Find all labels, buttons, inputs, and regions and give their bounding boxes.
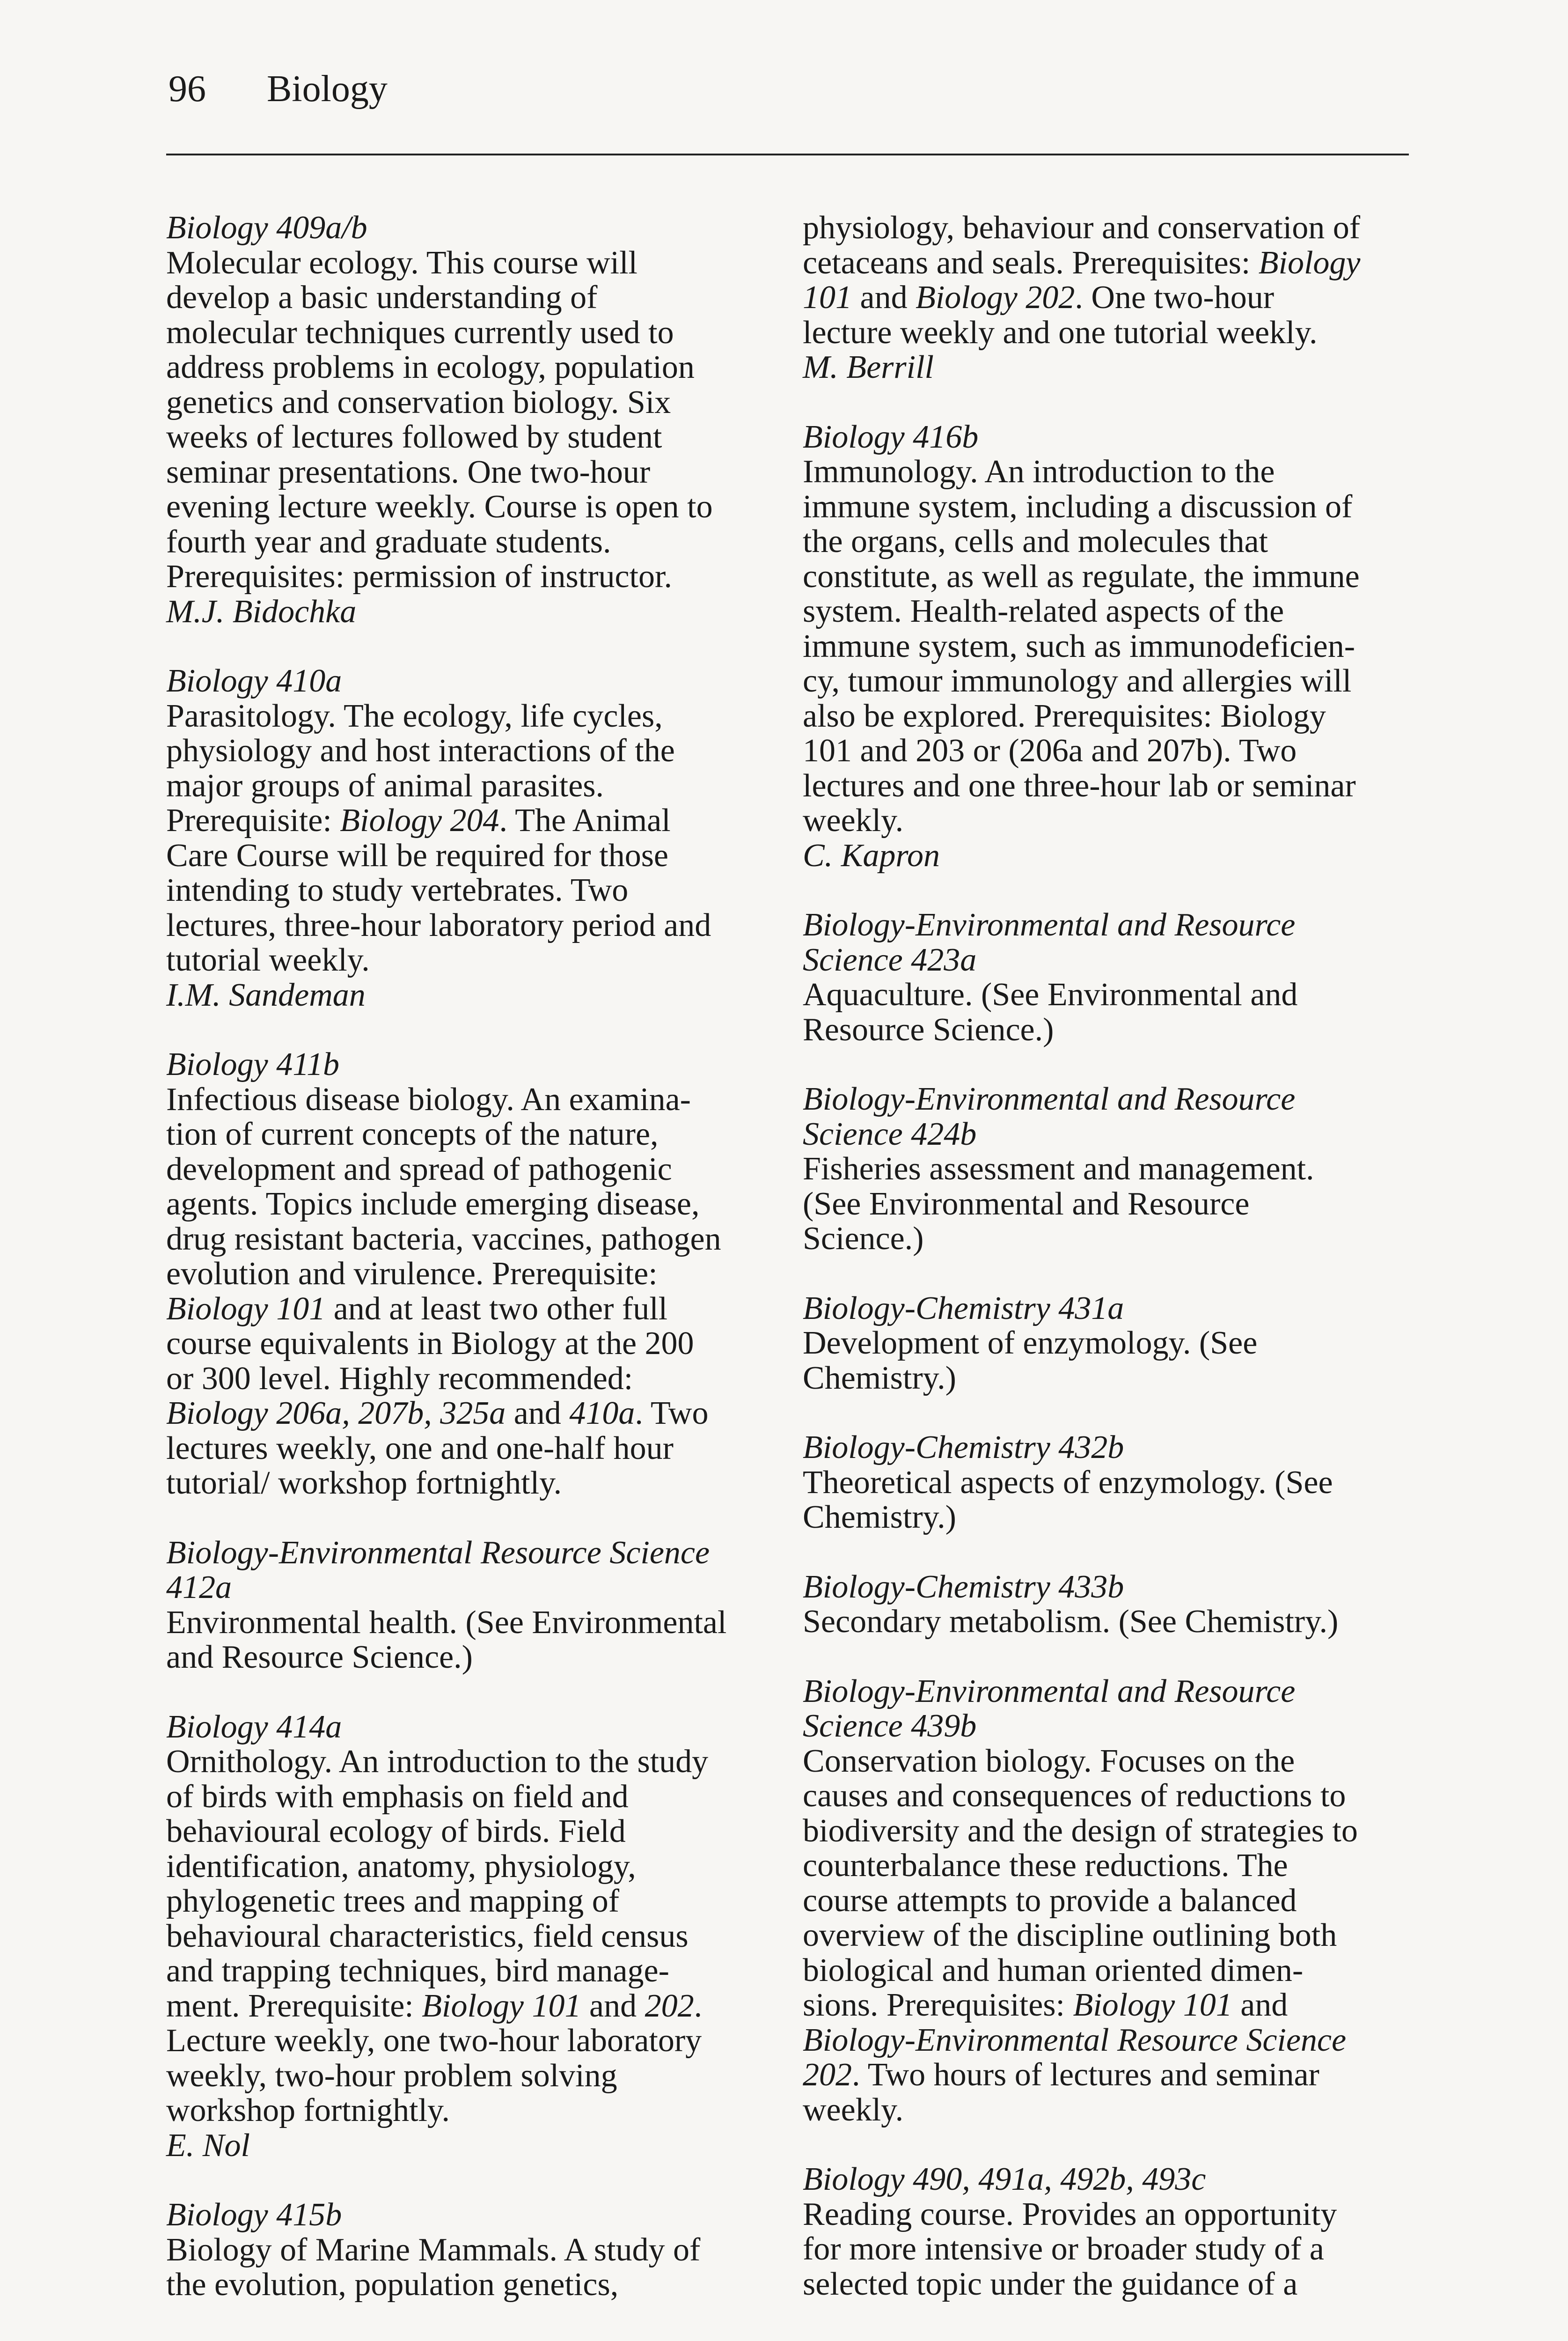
text-line (803, 978, 1411, 1013)
course-entry (803, 420, 1411, 874)
text-line (803, 1884, 1411, 1919)
text-segment: 101 (803, 280, 852, 316)
text-segment: immune system, including a discussion of (803, 488, 1353, 525)
text-segment: Secondary metabolism. (See Chemistry.) (803, 1604, 1339, 1640)
text-segment: . The Animal (499, 802, 671, 839)
text-segment: course equivalents in Biology at the 200 (166, 1325, 694, 1362)
text-segment: causes and consequences of reductions to (803, 1778, 1346, 1814)
text-segment: Biology 101 (166, 1290, 326, 1327)
text-segment: course attempts to provide a balanced (803, 1882, 1297, 1919)
text-segment: behavioural characteristics, field census (166, 1918, 689, 1954)
course-entry (803, 2162, 1411, 2302)
text-segment: address problems in ecology, population (166, 349, 695, 385)
text-line (166, 1989, 775, 2024)
right-column (803, 211, 1411, 2302)
text-segment: development and spread of pathogenic (166, 1151, 672, 1187)
text-segment: Fisheries assessment and management. (803, 1151, 1314, 1187)
text-segment: for more intensive or broader study of a (803, 2231, 1324, 2267)
text-segment: Environmental health. (See Environmental (166, 1604, 727, 1641)
text-segment: phylogenetic trees and mapping of (166, 1883, 620, 1919)
text-segment: evolution and virulence. Prerequisite: (166, 1256, 658, 1292)
text-segment: Biology-Environmental Resource Science (803, 2022, 1347, 2058)
text-segment: Conservation biology. Focuses on the (803, 1743, 1295, 1779)
text-line (166, 420, 775, 455)
text-segment: also be explored. Prerequisites: Biology (803, 698, 1326, 734)
text-line (803, 908, 1411, 943)
text-line (166, 908, 775, 943)
text-line (803, 559, 1411, 595)
text-segment: M.J. Bidochka (166, 593, 357, 630)
text-line (166, 1222, 775, 1257)
text-segment: cy, tumour immunology and allergies will (803, 663, 1352, 699)
text-segment: Resource Science.) (803, 1011, 1054, 1048)
text-segment: Theoretical aspects of enzymology. (See (803, 1464, 1333, 1501)
text-line (803, 1291, 1411, 1326)
text-segment: tutorial weekly. (166, 942, 370, 978)
header-rule (166, 154, 1409, 155)
text-line (166, 525, 775, 560)
text-line (166, 1919, 775, 1954)
text-line (166, 1187, 775, 1222)
text-segment: genetics and conservation biology. Six (166, 384, 671, 420)
text-line (803, 2162, 1411, 2197)
text-line (166, 246, 775, 281)
text-segment: major groups of animal parasites. (166, 767, 604, 804)
text-line (803, 1430, 1411, 1465)
text-segment: lectures weekly, one and one-half hour (166, 1430, 674, 1466)
text-line (166, 1152, 775, 1187)
text-segment: . One two-hour (1075, 280, 1275, 316)
text-segment: immune system, such as immunodeficien- (803, 628, 1356, 664)
text-line (166, 1292, 775, 1327)
text-line (803, 246, 1411, 281)
text-line (166, 734, 775, 769)
text-segment: ment. Prerequisite: (166, 1988, 422, 2024)
text-segment: and (506, 1395, 570, 1431)
text-segment: counterbalance these reductions. The (803, 1848, 1288, 1884)
text-line (803, 769, 1411, 804)
text-segment: Biology-Environmental and Resource (803, 1673, 1296, 1709)
text-line (166, 2024, 775, 2059)
course-entry (166, 664, 775, 1013)
text-segment: Biology 414a (166, 1708, 342, 1745)
text-line (166, 2128, 775, 2164)
text-line (166, 769, 775, 804)
text-line (166, 490, 775, 525)
text-segment: behavioural ecology of birds. Field (166, 1813, 626, 1849)
text-segment: Biology 101 (1073, 1987, 1232, 2023)
text-segment: Lecture weekly, one two-hour laboratory (166, 2023, 702, 2059)
course-entry (803, 1570, 1411, 1640)
text-segment: tion of current concepts of the nature, (166, 1116, 659, 1152)
text-segment: fourth year and graduate students. (166, 523, 611, 560)
text-line (803, 1570, 1411, 1605)
text-line (803, 1744, 1411, 1779)
text-line (803, 211, 1411, 246)
text-segment: 410a (569, 1395, 635, 1431)
text-line (166, 839, 775, 874)
text-line (803, 1709, 1411, 1744)
text-segment: weekly, two-hour problem solving (166, 2057, 617, 2094)
text-segment: Biology-Chemistry 431a (803, 1290, 1124, 1326)
text-segment: evening lecture weekly. Course is open to (166, 489, 713, 525)
text-line (803, 1605, 1411, 1640)
text-segment: physiology, behaviour and conservation of (803, 210, 1361, 246)
text-segment: lecture weekly and one tutorial weekly. (803, 314, 1318, 351)
text-segment: Biology 206a, 207b, 325a (166, 1395, 506, 1431)
text-segment: Chemistry.) (803, 1499, 956, 1535)
course-entry (803, 908, 1411, 1047)
page-number: 96 (169, 68, 206, 110)
text-segment: and (581, 1988, 645, 2024)
text-line (803, 350, 1411, 385)
text-line (166, 1710, 775, 1745)
text-segment: identification, anatomy, physiology, (166, 1848, 636, 1885)
course-entry (803, 1430, 1411, 1535)
text-line (803, 2197, 1411, 2232)
text-segment: biodiversity and the design of strategies to (803, 1812, 1358, 1849)
text-segment: Biology 202 (916, 280, 1075, 316)
text-line (166, 2233, 775, 2268)
text-segment: and Resource Science.) (166, 1639, 473, 1675)
text-line (803, 2058, 1411, 2093)
text-segment: Biology-Environmental Resource Science (166, 1534, 710, 1571)
text-segment: system. Health-related aspects of the (803, 593, 1284, 629)
text-line (166, 1780, 775, 1815)
text-line (803, 699, 1411, 734)
text-segment: C. Kapron (803, 837, 940, 874)
course-entry (166, 211, 775, 629)
text-line (166, 280, 775, 316)
text-segment: selected topic under the guidance of a (803, 2266, 1298, 2302)
text-line (166, 978, 775, 1013)
text-segment: 202 (645, 1988, 694, 2024)
text-segment: Biology (1258, 244, 1361, 281)
text-segment: Prerequisites: permission of instructor. (166, 559, 672, 595)
text-segment: M. Berrill (803, 349, 934, 385)
section-title: Biology (267, 68, 388, 110)
text-segment: weeks of lectures followed by student (166, 419, 662, 455)
text-segment: and trapping techniques, bird manage- (166, 1953, 669, 1989)
text-segment: the organs, cells and molecules that (803, 523, 1268, 559)
text-segment: workshop fortnightly. (166, 2092, 450, 2128)
text-segment: Science.) (803, 1221, 924, 1257)
text-segment: Ornithology. An introduction to the study (166, 1744, 709, 1780)
text-line (803, 1013, 1411, 1048)
text-segment: molecular techniques currently used to (166, 314, 674, 351)
text-line (803, 316, 1411, 351)
course-entry (803, 1082, 1411, 1257)
text-line (803, 1222, 1411, 1257)
text-segment: Biology-Environmental and Resource (803, 1081, 1296, 1117)
text-line (803, 803, 1411, 839)
text-segment: Biology 101 (422, 1988, 581, 2024)
text-line (166, 2059, 775, 2094)
text-line (803, 1918, 1411, 1953)
text-segment: and (852, 280, 916, 316)
text-line (166, 1431, 775, 1466)
text-segment: Development of enzymology. (See (803, 1325, 1258, 1361)
text-line (166, 1362, 775, 1397)
text-segment: of birds with emphasis on field and (166, 1778, 629, 1815)
text-segment: cetaceans and seals. Prerequisites: (803, 244, 1259, 281)
text-segment: . Two (635, 1395, 709, 1431)
text-segment: . Two hours of lectures and seminar (852, 2057, 1319, 2093)
text-line (803, 1988, 1411, 2023)
text-segment: weekly. (803, 802, 904, 839)
text-line (166, 873, 775, 908)
text-segment: 202 (803, 2057, 852, 2093)
text-segment: Science 423a (803, 942, 977, 978)
text-segment: constitute, as well as regulate, the immune (803, 558, 1360, 595)
text-line (166, 385, 775, 420)
text-line (803, 2023, 1411, 2058)
text-line (166, 803, 775, 839)
text-line (166, 350, 775, 385)
page-header (169, 70, 388, 108)
text-line (803, 629, 1411, 664)
text-line (803, 664, 1411, 699)
text-line (166, 699, 775, 734)
text-line (166, 2198, 775, 2233)
text-line (803, 839, 1411, 874)
text-segment: weekly. (803, 2091, 904, 2128)
course-entry (166, 1536, 775, 1675)
text-line (803, 1674, 1411, 1709)
text-segment: Prerequisite: (166, 802, 340, 839)
text-segment: Biology 204 (340, 802, 499, 839)
text-line (166, 1257, 775, 1292)
course-entry (166, 1047, 775, 1501)
text-segment: Aquaculture. (See Environmental and (803, 977, 1298, 1013)
text-segment: Biology of Marine Mammals. A study of (166, 2231, 701, 2268)
text-line (803, 1152, 1411, 1187)
text-segment: Biology 416b (803, 419, 979, 455)
text-segment: sions. Prerequisites: (803, 1987, 1073, 2023)
text-line (166, 1082, 775, 1118)
text-segment: and (1232, 1987, 1288, 2023)
text-line (166, 211, 775, 246)
text-line (166, 559, 775, 595)
text-segment: Immunology. An introduction to the (803, 454, 1275, 490)
text-line (803, 280, 1411, 316)
text-line (803, 420, 1411, 455)
course-entry (166, 2198, 775, 2303)
course-entry (803, 1674, 1411, 2128)
text-line (166, 1849, 775, 1885)
text-line (166, 1814, 775, 1849)
text-line (166, 1326, 775, 1362)
text-line (803, 1500, 1411, 1535)
text-line (803, 943, 1411, 978)
text-segment: I.M. Sandeman (166, 977, 366, 1013)
text-line (803, 524, 1411, 559)
text-line (803, 1326, 1411, 1361)
text-line (166, 1745, 775, 1780)
course-entry (166, 1710, 775, 2164)
text-segment: . (694, 1988, 703, 2024)
text-line (803, 1779, 1411, 1814)
text-line (166, 1605, 775, 1641)
text-line (166, 1396, 775, 1431)
text-segment: (See Environmental and Resource (803, 1185, 1250, 1222)
text-segment: drug resistant bacteria, vaccines, pathogen (166, 1221, 721, 1257)
text-line (803, 2232, 1411, 2267)
text-line (166, 1466, 775, 1501)
text-line (166, 1640, 775, 1675)
text-line (803, 490, 1411, 525)
text-segment: the evolution, population genetics, (166, 2267, 619, 2303)
text-line (803, 734, 1411, 769)
text-line (803, 1848, 1411, 1884)
text-line (803, 2093, 1411, 2128)
text-segment: Science 439b (803, 1708, 977, 1744)
text-line (166, 455, 775, 490)
text-segment: Science 424b (803, 1116, 977, 1152)
text-segment: Parasitology. The ecology, life cycles, (166, 698, 663, 734)
text-line (803, 1953, 1411, 1988)
text-segment: physiology and host interactions of the (166, 733, 675, 769)
course-entry (803, 211, 1411, 385)
text-segment: Biology 410a (166, 663, 342, 699)
text-line (803, 2267, 1411, 2302)
text-segment: Biology 490, 491a, 492b, 493c (803, 2161, 1206, 2197)
text-segment: Biology 409a/b (166, 210, 367, 246)
text-segment: biological and human oriented dimen- (803, 1952, 1304, 1988)
text-segment: Molecular ecology. This course will (166, 244, 637, 281)
text-line (803, 1814, 1411, 1849)
text-line (803, 1082, 1411, 1117)
text-segment: seminar presentations. One two-hour (166, 454, 651, 490)
text-line (166, 1954, 775, 1989)
text-segment: Infectious disease biology. An examina- (166, 1081, 691, 1118)
text-segment: and at least two other full (325, 1290, 668, 1327)
text-line (166, 2093, 775, 2128)
left-column (166, 211, 775, 2303)
text-segment: 101 and 203 or (206a and 207b). Two (803, 733, 1297, 769)
text-segment: overview of the discipline outlining both (803, 1917, 1337, 1953)
text-line (166, 943, 775, 978)
text-segment: Biology-Environmental and Resource (803, 907, 1296, 943)
text-line (166, 316, 775, 351)
text-line (803, 1187, 1411, 1222)
text-line (166, 595, 775, 630)
text-segment: develop a basic understanding of (166, 280, 598, 316)
text-line (166, 1117, 775, 1152)
text-segment: intending to study vertebrates. Two (166, 872, 629, 908)
text-line (166, 1570, 775, 1605)
text-segment: Chemistry.) (803, 1360, 956, 1396)
text-segment: agents. Topics include emerging disease, (166, 1186, 700, 1222)
text-segment: Biology 415b (166, 2197, 342, 2233)
text-line (166, 664, 775, 699)
text-line (803, 1117, 1411, 1152)
text-line (166, 1536, 775, 1571)
text-segment: lectures, three-hour laboratory period and (166, 907, 711, 943)
text-segment: E. Nol (166, 2127, 250, 2164)
text-line (803, 594, 1411, 629)
text-line (166, 1047, 775, 1082)
text-segment: 412a (166, 1569, 232, 1605)
course-entry (803, 1291, 1411, 1396)
text-line (803, 1465, 1411, 1501)
text-segment: Biology 411b (166, 1046, 340, 1082)
text-line (166, 1884, 775, 1919)
text-segment: Care Course will be required for those (166, 837, 669, 874)
text-segment: or 300 level. Highly recommended: (166, 1360, 633, 1397)
text-line (803, 1361, 1411, 1396)
text-segment: lectures and one three-hour lab or seminar (803, 767, 1356, 804)
text-segment: Biology-Chemistry 433b (803, 1568, 1124, 1605)
text-segment: tutorial/ workshop fortnightly. (166, 1465, 562, 1501)
text-segment: Reading course. Provides an opportunity (803, 2196, 1337, 2232)
text-line (166, 2267, 775, 2303)
text-segment: Biology-Chemistry 432b (803, 1429, 1124, 1465)
text-line (803, 455, 1411, 490)
